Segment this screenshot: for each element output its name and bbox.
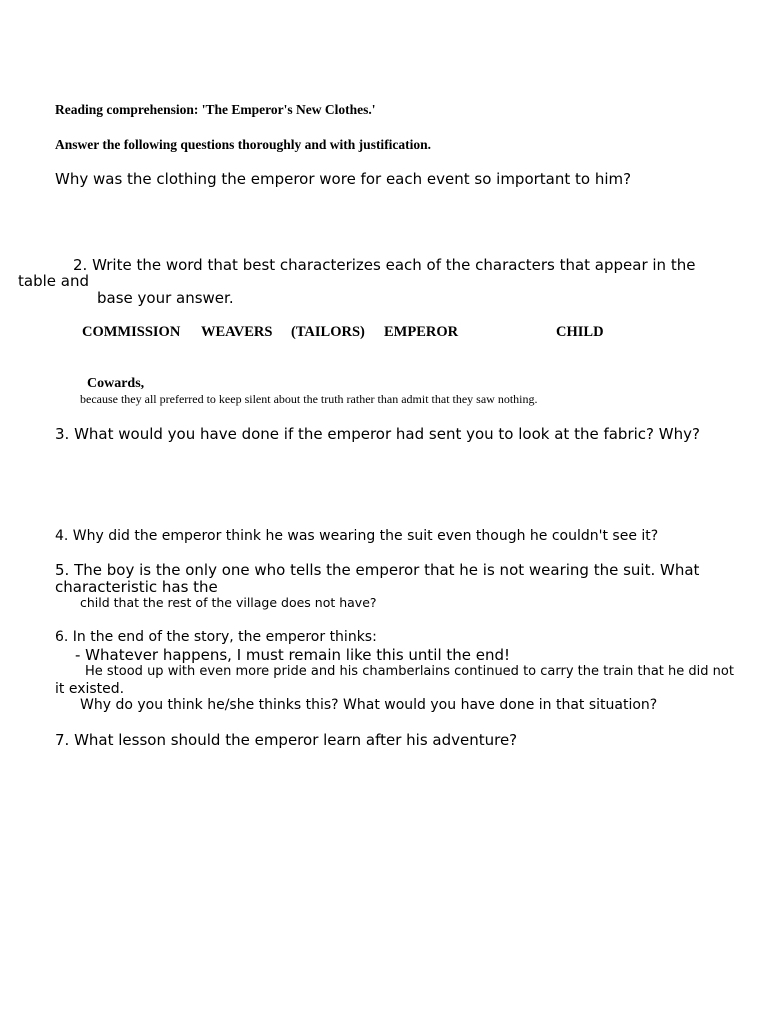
- question-5-line-3: child that the rest of the village does not have?: [80, 595, 377, 610]
- question-2-line-2: table and: [18, 272, 89, 290]
- question-2-line-3: base your answer.: [97, 289, 234, 307]
- example-reason: because they all preferred to keep silent about the truth rather than admit that they saw nothing.: [80, 392, 538, 406]
- header-weavers: WEAVERS: [201, 324, 273, 340]
- header-child: CHILD: [556, 324, 604, 340]
- worksheet-title: Reading comprehension: 'The Emperor's New Clothes.': [55, 102, 376, 117]
- question-3: 3. What would you have done if the emperor had sent you to look at the fabric? Why?: [55, 425, 700, 443]
- question-1: Why was the clothing the emperor wore for each event so important to him?: [55, 170, 632, 188]
- question-6-narration-2: it existed.: [55, 681, 125, 697]
- question-5-line-2: characteristic has the: [55, 578, 218, 596]
- question-6-question: Why do you think he/she thinks this? What would you have done in that situation?: [80, 697, 658, 713]
- header-commission: COMMISSION: [82, 324, 181, 340]
- example-word: Cowards,: [87, 376, 145, 391]
- question-6-quote: - Whatever happens, I must remain like this until the end!: [75, 646, 511, 664]
- header-emperor: EMPEROR: [384, 324, 459, 340]
- question-6-intro: 6. In the end of the story, the emperor thinks:: [55, 629, 377, 645]
- header-tailors: (TAILORS): [291, 324, 365, 340]
- question-5-line-1: 5. The boy is the only one who tells the emperor that he is not wearing the suit. What: [55, 561, 700, 579]
- question-2-line-1: 2. Write the word that best characterizes each of the characters that appear in the: [73, 256, 696, 274]
- question-7: 7. What lesson should the emperor learn after his adventure?: [55, 731, 518, 749]
- question-6-narration-1: He stood up with even more pride and his chamberlains continued to carry the train that he did not: [85, 664, 734, 679]
- instructions: Answer the following questions thoroughly and with justification.: [55, 137, 432, 152]
- question-4: 4. Why did the emperor think he was wearing the suit even though he couldn't see it?: [55, 528, 659, 544]
